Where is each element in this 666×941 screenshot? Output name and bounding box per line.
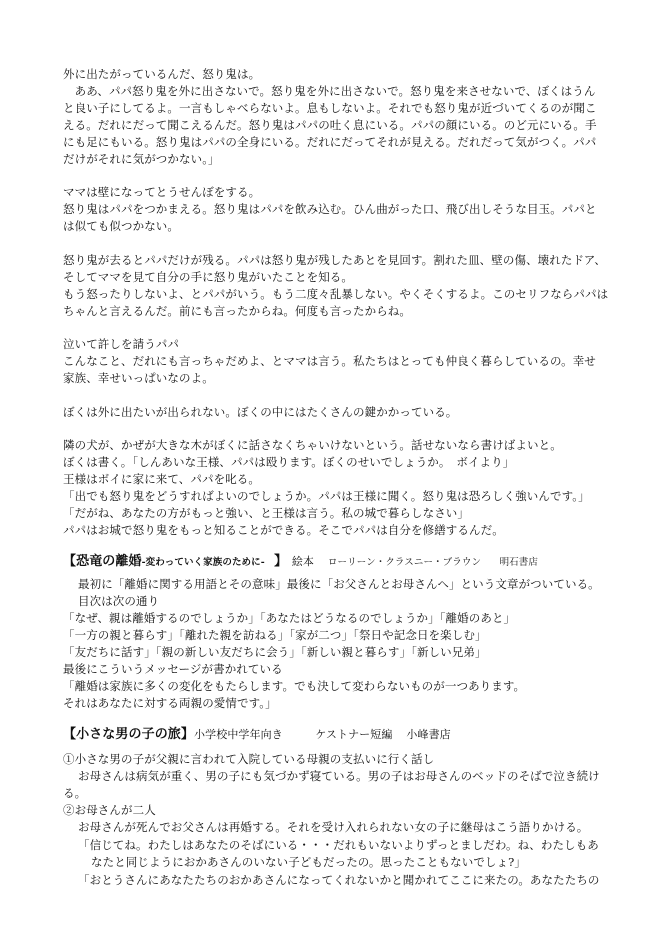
text-line: 怒り鬼はパパをつかまえる。怒り鬼はパパを飲み込む。ひん曲がった口、飛び出しそうな目玉。パパと — [63, 202, 597, 216]
book-target: 小学校中学年向き — [194, 728, 283, 741]
text-line: お母さんは病気が重く、男の子にも気づかず寝ている。男の子はお母さんのベッドのそばで泣き続け — [78, 769, 600, 783]
text-line: 「友だちに話す」「親の新しい友だちに会う」「新しい親と暮らす」「新しい兄弟」 — [63, 645, 487, 659]
heading-title: 【恐竜の離婚 — [63, 554, 142, 569]
book-publisher: 明石書店 — [499, 557, 538, 568]
text-line: 「おとうさんにあなたたちのおかあさんになってくれないかと聞かれてここに来たの。あなたたちの — [78, 873, 600, 887]
text-line: は似ても似つかない。 — [63, 219, 179, 233]
heading-subtitle: -変わっていく家族のために- — [141, 557, 265, 568]
text-line: ああ、パパ怒り鬼を外に出さないで。怒り鬼を外に出さないで。怒り鬼を来させないで、ぼくはうん — [63, 84, 596, 98]
text-line: そしてママを見て自分の手に怒り鬼がいたことを知る。 — [63, 270, 353, 284]
text-line: 王様はボイに家に来て、パパを叱る。 — [63, 472, 260, 486]
text-line: それはあなたに対する両親の愛情です。」 — [63, 696, 277, 710]
book-publisher: 小峰書店 — [406, 728, 451, 741]
text-line: 「出でも怒り鬼をどうすればよいのでしょうか。パパは王様に聞く。怒り鬼は恐ろしく強いんです。」 — [63, 489, 590, 503]
text-line: ①小さな男の子が父親に言われて入院している母親の支払いに行く話し — [63, 752, 435, 766]
text-line: 「なぜ、親は離婚するのでしょうか」「あなたはどうなるのでしょうか」「離婚のあと」 — [63, 611, 516, 625]
heading-title: 【小さな男の子の旅】 — [63, 727, 195, 742]
text-line: 外に出たがっているんだ、怒り鬼は。 — [63, 67, 261, 81]
text-line: ママは壁になってとうせんぼをする。 — [63, 185, 261, 199]
text-line: と良い子にしてるよ。一言もしゃべらないよ。息もしないよ。それでも怒り鬼が近づいてくるのが聞こ — [63, 101, 597, 115]
text-line: ぼくは外に出たいが出られない。ぼくの中にはたくさんの鍵かかっている。 — [63, 405, 458, 419]
text-line: 泣いて許しを請うパパ — [63, 337, 179, 351]
text-line: パパはお城で怒り鬼をもっと知ることができる。そこでパパは自分を修繕するんだ。 — [63, 523, 504, 537]
book-type: 絵本 — [291, 555, 315, 568]
text-line: 「一方の親と暮らす」「離れた親を訪ねる」「家が二つ」「祭日や記念日を楽しむ」 — [63, 628, 487, 642]
text-line: なたと同じようにおかあさんのいない子どもだったの。思ったこともないでしょ?」 — [91, 855, 527, 869]
text-line: お母さんが死んでお父さんは再婚する。それを受け入れられない女の子に継母はこう語りかける。 — [78, 820, 589, 834]
text-line: 怒り鬼が去るとパパだけが残る。パパは怒り鬼が残したあとを見回す。割れた皿、壁の傷、壊れたドア、 — [63, 253, 607, 267]
text-line: 家族、幸せいっぱいなのよ。 — [63, 371, 214, 385]
book-author: ケストナー短編 — [315, 728, 393, 741]
section-heading — [63, 728, 451, 742]
text-line: こんなこと、だれにも言っちゃだめよ、とママは言う。私たちはとっても仲良く暮らしているの。幸せ — [63, 354, 596, 368]
text-line: 隣の犬が、かぜが大きな木がぼくに話さなくちゃいけないという。話せないなら書けばよいと。 — [63, 438, 562, 452]
text-line: 最初に「離婚に関する用語とその意味」最後に「お父さんとお母さんへ」という文章がついている。 — [78, 577, 600, 591]
heading-close: 】 — [274, 554, 288, 569]
text-line: にも足にもいる。怒り鬼はパパの全身にいる。だれにだってそれが見える。だれだって気がつく。パパ — [63, 135, 597, 149]
text-line: ②お母さんが二人 — [63, 803, 156, 817]
section-heading — [63, 555, 538, 570]
text-line: ちゃんと言えるんだ。前にも言ったからね。何度も言ったからね。 — [63, 304, 411, 318]
text-line: 「だがね、あなたの方がもっと強い、と王様は言う。私の城で暮らしなさい」 — [63, 506, 469, 520]
text-line: だけがそれに気がつかない。」 — [63, 152, 220, 166]
text-line: る。 — [63, 786, 87, 800]
book-author: ローリーン・クラスニー・ブラウン — [327, 557, 482, 568]
text-line: 「離婚は家族に多くの変化をもたらします。でも決して変わらないものが一つあります。 — [63, 679, 526, 693]
text-line: 目次は次の通り — [78, 594, 160, 608]
text-line: 「信じてね。わたしはあなたのそばにいる・・・だれもいないよりずっとましだわ。ね、わたしもあ — [78, 838, 599, 852]
text-line: える。だれにだって聞こえるんだ。怒り鬼はパパの吐く息にいる。パパの顔にいる。のど元にいる。手 — [63, 118, 597, 132]
text-line: 最後にこういうメッセージが書かれている — [63, 662, 283, 676]
text-line: ぼくは書く。「しんあいな王様、パパは殴ります。ぼくのせいでしょうか。 ボイより」 — [63, 455, 515, 469]
text-line: もう怒ったりしないよ、とパパがいう。もう二度々乱暴しない。やくそくするよ。このセリフならパパは — [63, 287, 609, 301]
